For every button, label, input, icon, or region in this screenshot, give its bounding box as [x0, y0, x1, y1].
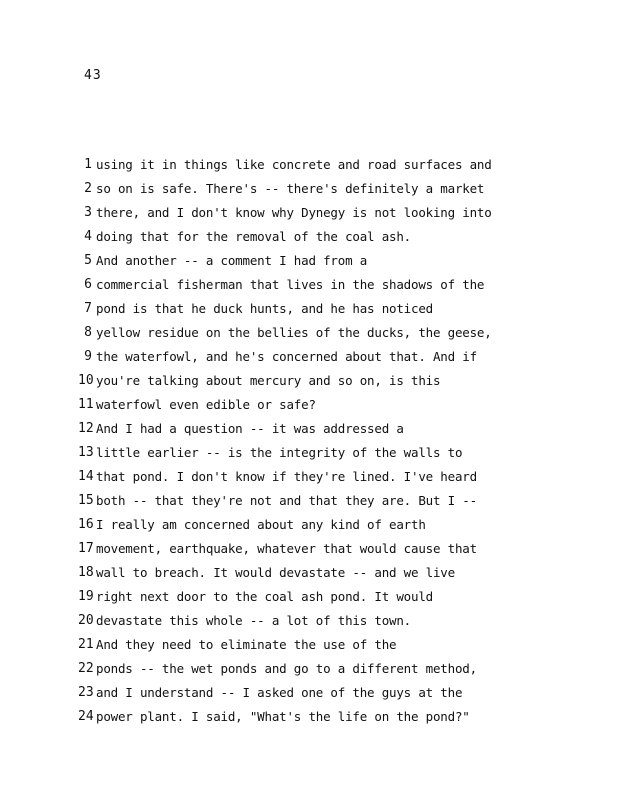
transcript-line [78, 320, 598, 344]
line-number: 13 [78, 444, 94, 460]
line-text: doing that for the removal of the coal ash. [96, 228, 412, 244]
transcript-line [78, 536, 598, 560]
line-number: 21 [78, 636, 94, 652]
line-number: 18 [78, 564, 94, 580]
line-number: 22 [78, 660, 94, 676]
line-text: ponds -- the wet ponds and go to a different method, [96, 660, 477, 676]
line-text: that pond. I don't know if they're lined. I've heard [96, 468, 477, 484]
line-number: 10 [78, 372, 94, 388]
transcript-line [78, 704, 598, 728]
line-number: 19 [78, 588, 94, 604]
line-number: 11 [78, 396, 94, 412]
line-text: devastate this whole -- a lot of this town. [96, 612, 412, 628]
transcript-line [78, 680, 598, 704]
transcript-line [78, 152, 598, 176]
transcript-line [78, 344, 598, 368]
line-text: little earlier -- is the integrity of the walls to [96, 444, 463, 460]
line-text: wall to breach. It would devastate -- and we live [96, 564, 455, 580]
line-number: 17 [78, 540, 94, 556]
transcript-line [78, 200, 598, 224]
line-number: 12 [78, 420, 94, 436]
line-text: you're talking about mercury and so on, is this [96, 372, 441, 388]
line-text: commercial fisherman that lives in the shadows of the [96, 276, 485, 292]
line-number: 7 [84, 300, 92, 316]
transcript-line [78, 560, 598, 584]
transcript-line [78, 272, 598, 296]
line-text: right next door to the coal ash pond. It would [96, 588, 433, 604]
page-number: 43 [84, 68, 102, 83]
transcript-line [78, 464, 598, 488]
line-number: 8 [84, 324, 92, 340]
transcript-lines [78, 152, 598, 728]
transcript-line [78, 392, 598, 416]
transcript-line [78, 368, 598, 392]
transcript-line [78, 440, 598, 464]
line-number: 6 [84, 276, 92, 292]
line-number: 1 [84, 156, 92, 172]
transcript-line [78, 296, 598, 320]
transcript-line [78, 488, 598, 512]
line-text: both -- that they're not and that they are. But I -- [96, 492, 477, 508]
line-text: the waterfowl, and he's concerned about that. And if [96, 348, 477, 364]
line-number: 5 [84, 252, 92, 268]
line-text: so on is safe. There's -- there's definitely a market [96, 180, 485, 196]
line-text: And another -- a comment I had from a [96, 252, 368, 268]
transcript-line [78, 224, 598, 248]
transcript-line [78, 608, 598, 632]
transcript-line [78, 584, 598, 608]
line-text: I really am concerned about any kind of earth [96, 516, 426, 532]
line-text: using it in things like concrete and road surfaces and [96, 156, 492, 172]
line-text: there, and I don't know why Dynegy is not looking into [96, 204, 492, 220]
transcript-line [78, 632, 598, 656]
line-text: And I had a question -- it was addressed a [96, 420, 404, 436]
line-text: waterfowl even edible or safe? [96, 396, 316, 412]
line-number: 16 [78, 516, 94, 532]
transcript-line [78, 176, 598, 200]
line-number: 4 [84, 228, 92, 244]
line-text: yellow residue on the bellies of the ducks, the geese, [96, 324, 492, 340]
transcript-line [78, 656, 598, 680]
line-number: 9 [84, 348, 92, 364]
line-number: 2 [84, 180, 92, 196]
line-number: 14 [78, 468, 94, 484]
transcript-line [78, 248, 598, 272]
line-number: 15 [78, 492, 94, 508]
transcript-line [78, 512, 598, 536]
line-text: And they need to eliminate the use of the [96, 636, 397, 652]
line-text: movement, earthquake, whatever that would cause that [96, 540, 477, 556]
line-text: power plant. I said, "What's the life on the pond?" [96, 708, 470, 724]
line-number: 20 [78, 612, 94, 628]
line-text: pond is that he duck hunts, and he has noticed [96, 300, 433, 316]
line-number: 23 [78, 684, 94, 700]
line-text: and I understand -- I asked one of the guys at the [96, 684, 463, 700]
line-number: 3 [84, 204, 92, 220]
transcript-line [78, 416, 598, 440]
line-number: 24 [78, 708, 94, 724]
